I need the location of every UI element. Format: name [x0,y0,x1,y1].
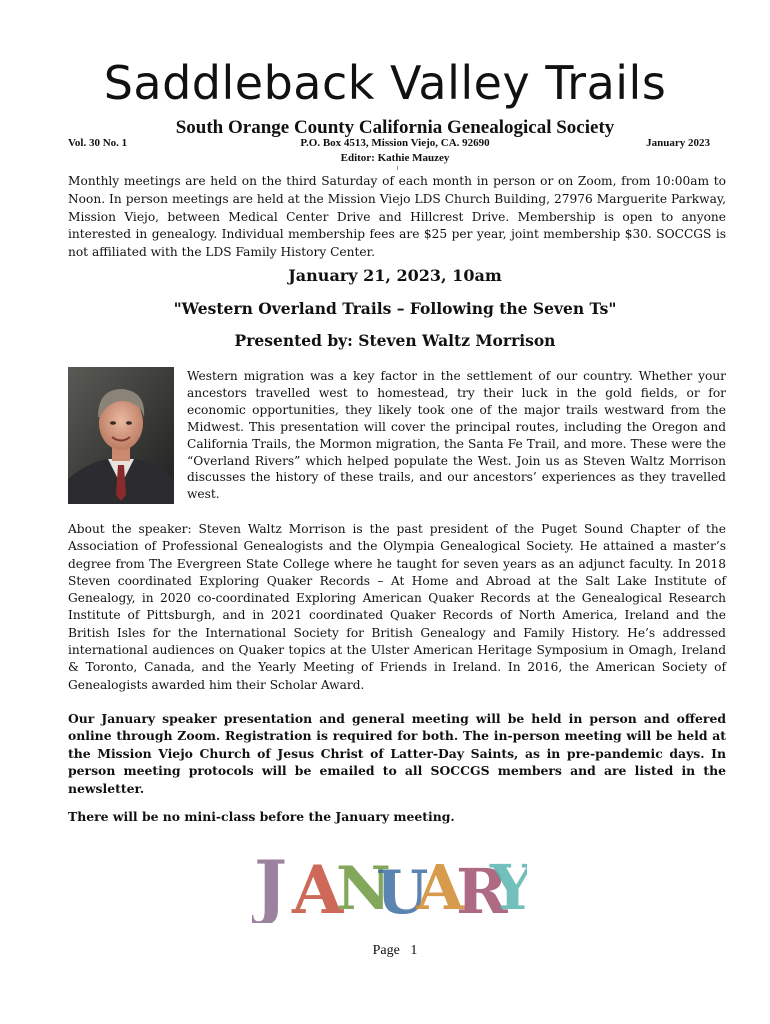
january-decorative-lettering [252,843,527,923]
society-name: South Orange County California Genealogical Society [175,117,615,138]
svg-text:A: A [416,851,465,923]
issue-date: January 2023 [646,137,710,149]
no-miniclass-note: There will be no mini-class before the January meeting. [68,809,455,824]
svg-text:N: N [336,854,391,923]
volume-number: Vol. 30 No. 1 [68,137,128,149]
newsletter-title: Saddleback Valley Trails [103,56,667,110]
presenter-line: Presented by: Steven Waltz Morrison [234,331,556,350]
meeting-notice: Our January speaker presentation and general meeting will be held in person and offered online through Zoom. Registration is required for both. The in-person meeting will be held at the Mission Viejo Church of Jesus Christ of Latter-Day Saints, as in pre-pandemic days. In person meeting protocols will be emailed to all SOCCGS members and are listed in the newsletter. [68,711,726,796]
intro-paragraph: Monthly meetings are held on the third Saturday of each month in person or on Zoom, from 10:00am to Noon. In person meetings are held at the Mission Viejo LDS Church Building, 27976 Marguerite Parkway, Mission Viejo, between Medical Center Drive and Hillcrest Drive. Membership is open to anyone interested in genealogy. Individual membership fees are $25 per year, joint membership $30. SOCCGS is not affiliated with the LDS Family History Center. [68,174,726,260]
january-word-art [252,843,527,923]
speaker-photo [68,367,174,504]
presentation-description: Western migration was a key factor in the settlement of our country. Whether your ancestors travelled west to homestead, try their luck in the gold fields, or for economic opportunities, they likely took one of the major trails westward from the Midwest. This presentation will cover the principal routes, including the Oregon and California Trails, the Mormon migration, the Santa Fe Trail, and more. These were the “Overland Rivers” which helped populate the West. Join us as Steven Waltz Morrison discusses the history of these trails, and our ancestors’ experiences as they travelled west. [187,369,726,502]
meeting-date: January 21, 2023, 10am [288,266,502,285]
speaker-bio: About the speaker: Steven Waltz Morrison is the past president of the Puget Sound Chapter of the Association of Professional Genealogists and the Olympia Genealogical Society. He attained a master’s degree from The Evergreen State College where he taught for seven years as an adjunct faculty. In 2018 Steven coordinated Exploring Quaker Records – At Home and Abroad at the Salt Lake Institute of Genealogy, in 2020 co-coordinated Exploring American Quaker Records at the Genealogical Research Institute of Pittsburgh, and in 2021 coordinated Quaker Records of North America, Ireland and the British Isles for the International Society for British Genealogy and Family History. He’s addressed international audiences on Quaker topics at the Ulster American Heritage Symposium in Omagh, Ireland & Toronto, Canada, and the Yearly Meeting of Friends in Ireland. In 2016, the American Society of Genealogists awarded him their Scholar Award. [68,522,726,692]
svg-text:R: R [456,855,508,923]
society-address: P.O. Box 4513, Mission Viejo, CA. 92690 [300,137,490,149]
page-footer [0,943,770,959]
page-number: 1 [410,943,418,958]
speaker-portrait-image [68,367,174,504]
editor-line: Editor: Kathie Mauzey [340,152,450,164]
meeting-title: "Western Overland Trails – Following the Seven Ts" [173,299,617,318]
svg-text:A: A [292,851,344,923]
small-mark [397,166,398,170]
svg-text:Y: Y [490,851,527,923]
page-label: Page [372,943,400,958]
svg-text:U: U [376,858,429,923]
svg-text:J: J [254,845,288,923]
